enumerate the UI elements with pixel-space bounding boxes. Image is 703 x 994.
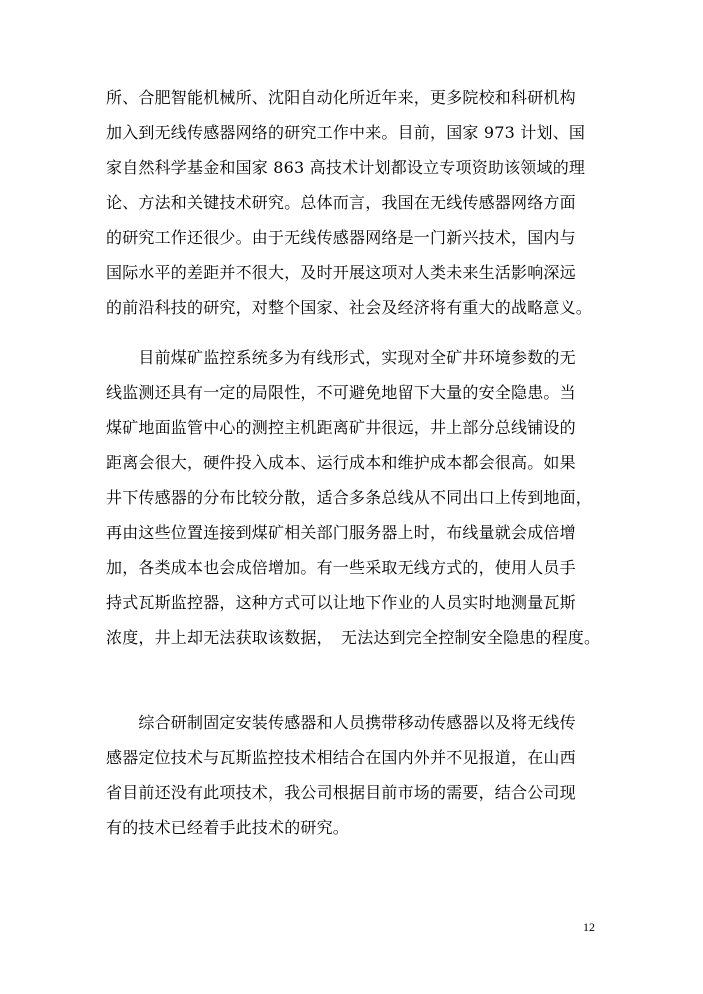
text-line: 再由这些位置连接到煤矿相关部门服务器上时，布线量就会成倍增 [106, 523, 576, 542]
text-line: 的研究工作还很少。由于无线传感器网络是一门新兴技术，国内与 [106, 228, 576, 247]
text-line: 线监测还具有一定的局限性，不可避免地留下大量的安全隐患。当 [106, 383, 576, 402]
text-line: 加入到无线传感器网络的研究工作中来。目前，国家 973 计划、国 [106, 123, 586, 142]
text-line: 井下传感器的分布比较分散，适合多条总线从不同出口上传到地面， [106, 488, 593, 507]
text-line: 所、合肥智能机械所、沈阳自动化所近年来，更多院校和科研机构 [106, 88, 576, 107]
text-line: 家自然科学基金和国家 863 高技术计划都设立专项资助该领域的理 [106, 158, 586, 177]
text-line: 距离会很大，硬件投入成本、运行成本和维护成本都会很高。如果 [106, 453, 576, 472]
paragraph-3 [106, 705, 606, 845]
page-number: 12 [583, 920, 595, 934]
text-line: 浓度，井上却无法获取该数据， 无法达到完全控制安全隐患的程度。 [106, 628, 601, 647]
text-line: 煤矿地面监管中心的测控主机距离矿井很远，井上部分总线铺设的 [106, 418, 576, 437]
text-line: 有的技术已经着手此技术的研究。 [106, 818, 350, 837]
paragraph-2 [106, 340, 606, 655]
text-line: 目前煤矿监控系统多为有线形式，实现对全矿井环境参数的无 [106, 348, 576, 367]
paragraph-1 [106, 80, 606, 325]
text-line: 论、方法和关键技术研究。总体而言，我国在无线传感器网络方面 [106, 193, 576, 212]
text-line: 持式瓦斯监控器，这种方式可以让地下作业的人员实时地测量瓦斯 [106, 593, 576, 612]
text-line: 国际水平的差距并不很大，及时开展这项对人类未来生活影响深远 [106, 263, 576, 282]
text-line: 省目前还没有此项技术，我公司根据目前市场的需要，结合公司现 [106, 783, 576, 802]
text-line: 感器定位技术与瓦斯监控技术相结合在国内外并不见报道，在山西 [106, 748, 576, 767]
text-line: 的前沿科技的研究，对整个国家、社会及经济将有重大的战略意义。 [106, 298, 593, 317]
text-line: 加，各类成本也会成倍增加。有一些采取无线方式的，使用人员手 [106, 558, 576, 577]
text-line: 综合研制固定安装传感器和人员携带移动传感器以及将无线传 [106, 713, 576, 732]
